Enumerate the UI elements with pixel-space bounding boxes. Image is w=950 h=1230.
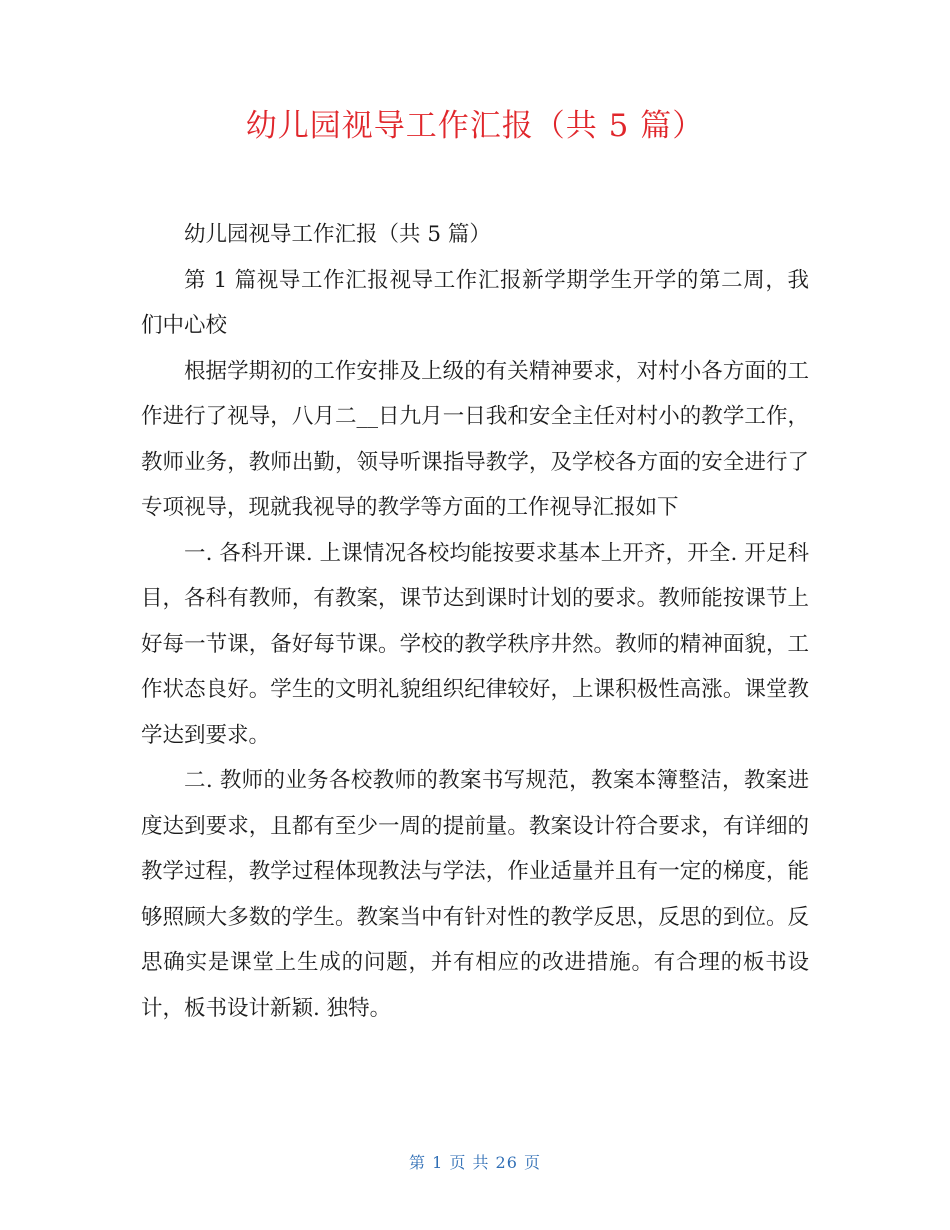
- paragraph-section-one: 一. 各科开课. 上课情况各校均能按要求基本上开齐，开全. 开足科目，各科有教师，有教案，课节达到课时计划的要求。教师能按课节上好每一节课，备好每节课。学校的教学秩序井然。教师的精神面貌，工作状态良好。学生的文明礼貌组织纪律较好，上课积极性高涨。课堂教学达到要求。: [141, 540, 809, 748]
- paragraph-context: 根据学期初的工作安排及上级的有关精神要求，对村小各方面的工作进行了视导，八月二__日九月一日我和安全主任对村小的教学工作，教师业务，教师出勤，领导听课指导教学，及学校各方面的安全进行了专项视导，现就我视导的教学等方面的工作视导汇报如下: [141, 358, 809, 520]
- paragraph-section-two: 二. 教师的业务各校教师的教案书写规范，教案本簿整洁，教案进度达到要求，且都有至少一周的提前量。教案设计符合要求，有详细的教学过程，教学过程体现教法与学法，作业适量并且有一定的梯度，能够照顾大多数的学生。教案当中有针对性的教学反思，反思的到位。反思确实是课堂上生成的问题，并有相应的改进措施。有合理的板书设计，板书设计新颖. 独特。: [141, 768, 809, 1021]
- document-title: 幼儿园视导工作汇报（共 5 篇）: [245, 108, 705, 144]
- document-body: [141, 212, 809, 1031]
- paragraph-intro: 第 1 篇视导工作汇报视导工作汇报新学期学生开学的第二周，我们中心校: [141, 267, 809, 338]
- page-number-footer: 第 1 页 共 26 页: [409, 1153, 541, 1172]
- paragraph-subtitle: 幼儿园视导工作汇报（共 5 篇）: [184, 222, 491, 247]
